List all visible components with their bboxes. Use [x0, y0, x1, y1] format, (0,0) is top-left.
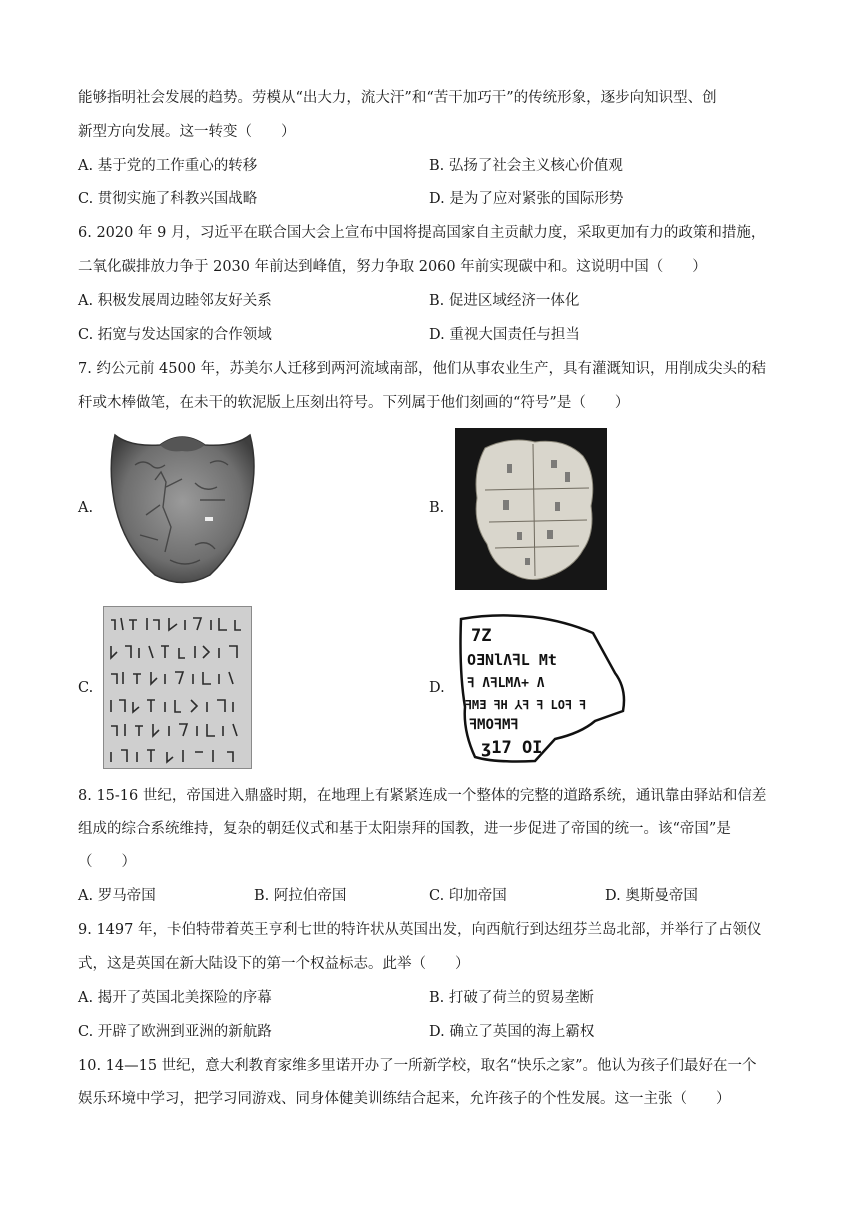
q8-option-a: A. 罗马帝国	[78, 888, 156, 904]
q9-option-d: D. 确立了英国的海上霸权	[429, 1024, 595, 1040]
q8-stem-line2: 组成的综合系统维持，复杂的朝廷仪式和基于太阳崇拜的国教，进一步促进了帝国的统一。该“帝国”是	[78, 821, 731, 837]
q5-option-a: A. 基于党的工作重心的转移	[78, 158, 258, 174]
q8-option-d: D. 奥斯曼帝国	[605, 888, 698, 904]
q6-option-b: B. 促进区域经济一体化	[429, 293, 580, 309]
q7-stem-line2: 秆或木棒做笔，在未干的软泥版上压刻出符号。下列属于他们刻画的“符号”是（ ）	[78, 395, 630, 411]
tablet-d-line-3: ꟻ ɅꟻLMɅ+ Ʌ	[467, 676, 545, 691]
tablet-d-line-2: OƎNlɅꟻL Mt	[467, 651, 557, 669]
q8-option-c: C. 印加帝国	[429, 888, 507, 904]
q5-stem-line1: 能够指明社会发展的趋势。劳模从“出大力，流大汗”和“苦干加巧干”的传统形象，逐步向知识型、创	[78, 90, 717, 106]
q7-stem-line1: 7. 约公元前 4500 年，苏美尔人迁移到两河流域南部，他们从事农业生产，具有灌溉知识，用削成尖头的秸	[78, 361, 767, 377]
oracle-bone-image	[455, 428, 607, 590]
q8-option-b: B. 阿拉伯帝国	[254, 888, 347, 904]
q10-stem-line1: 10. 14—15 世纪，意大利教育家维多里诺开办了一所新学校，取名“快乐之家”。他认为孩子们最好在一个	[78, 1058, 757, 1074]
q10-stem-line2: 娱乐环境中学习，把学习同游戏、同身体健美训练结合起来，允许孩子的个性发展。这一主张（ ）	[78, 1091, 731, 1107]
tablet-d-line-5: ꟻMOꟻMꟻ	[469, 717, 519, 733]
q8-stem-line3: （ ）	[78, 854, 136, 870]
q5-option-c: C. 贯彻实施了科教兴国战略	[78, 191, 258, 207]
q6-stem-line1: 6. 2020 年 9 月，习近平在联合国大会上宣布中国将提高国家自主贡献力度，采取更加有力的政策和措施，	[78, 225, 766, 241]
q5-option-b: B. 弘扬了社会主义核心价值观	[429, 158, 623, 174]
q9-stem-line2: 式，这是英国在新大陆设下的第一个权益标志。此举（ ）	[78, 956, 470, 972]
q7-image-label-c: C.	[78, 680, 94, 696]
narmer-palette-image	[100, 425, 265, 590]
q9-option-b: B. 打破了荷兰的贸易垄断	[429, 990, 594, 1006]
q7-image-label-b: B.	[429, 500, 445, 516]
q6-option-d: D. 重视大国责任与担当	[429, 327, 580, 343]
cuneiform-tablet-image	[103, 606, 252, 769]
inscribed-tablet-image	[455, 611, 630, 766]
tablet-d-line-4: ꟻMƎ ꟻH ⅄ꟻ ꟻ LOꟻ ꟻ	[465, 698, 586, 712]
q9-stem-line1: 9. 1497 年，卡伯特带着英王亨利七世的特许状从英国出发，向西航行到达纽芬兰岛北部，并举行了占领仪	[78, 922, 762, 938]
q8-stem-line1: 8. 15-16 世纪，帝国进入鼎盛时期，在地理上有紧紧连成一个整体的完整的道路系统，通讯靠由驿站和信差	[78, 788, 767, 804]
q6-option-a: A. 积极发展周边睦邻友好关系	[78, 293, 272, 309]
q5-stem-line2: 新型方向发展。这一转变（ ）	[78, 124, 296, 140]
q9-option-c: C. 开辟了欧洲到亚洲的新航路	[78, 1024, 272, 1040]
q5-option-d: D. 是为了应对紧张的国际形势	[429, 191, 624, 207]
q6-option-c: C. 拓宽与发达国家的合作领域	[78, 327, 272, 343]
q7-image-label-d: D.	[429, 680, 445, 696]
q9-option-a: A. 揭开了英国北美探险的序幕	[78, 990, 272, 1006]
tablet-d-line-6: ʒ17 OI	[481, 738, 543, 758]
q6-stem-line2: 二氧化碳排放力争于 2030 年前达到峰值，努力争取 2060 年前实现碳中和。这说明中国（ ）	[78, 259, 707, 275]
q7-image-label-a: A.	[78, 500, 94, 516]
tablet-d-line-1: 7Z	[471, 626, 492, 646]
